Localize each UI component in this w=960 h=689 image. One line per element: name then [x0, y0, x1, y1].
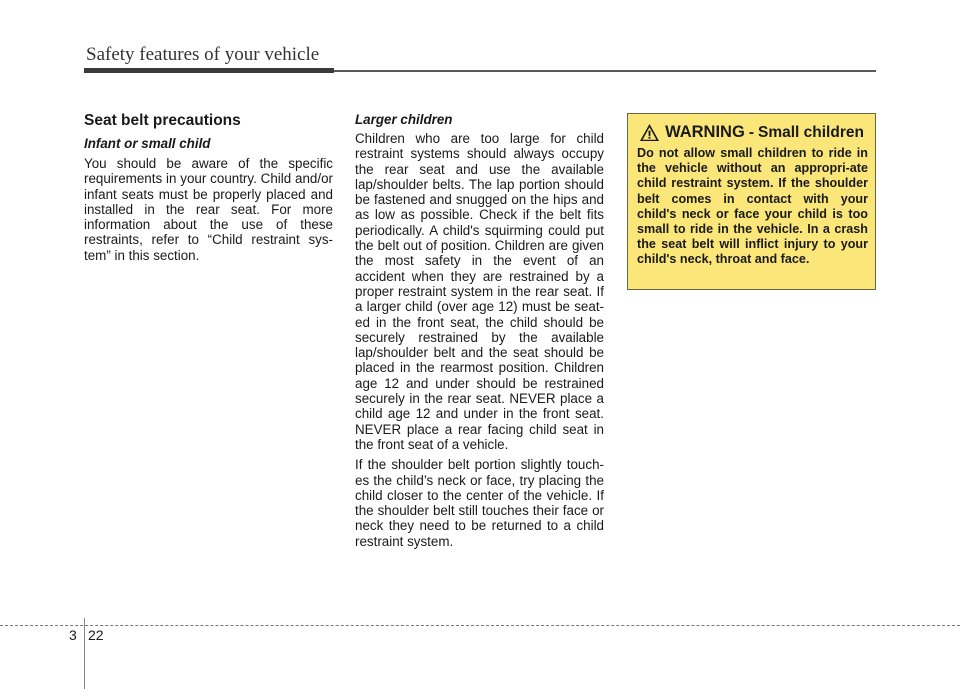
paragraph-larger-children-2: If the shoulder belt portion slightly touch-es the child’s neck or face, try placing the child closer to the center of the vehicle. If the shoulder belt still touches their face or neck they need to be returned to a child restraint system.	[355, 457, 604, 549]
chapter-number: 3	[69, 627, 77, 643]
subsection-title-infant: Infant or small child	[84, 136, 211, 151]
warning-text: Do not allow small children to ride in the vehicle without an appropri-ate child restraint system. If the shoulder belt comes in contact with your child's neck or face your child is too small to ride in the vehicle. In a crash the seat belt will inflict injury to your child's neck, throat and face.	[637, 146, 868, 267]
warning-separator: -	[748, 123, 754, 141]
footer-divider	[84, 618, 85, 689]
header-title: Safety features of your vehicle	[86, 44, 320, 65]
middle-column	[355, 112, 604, 554]
header-rule-thick	[84, 68, 334, 73]
warning-label: WARNING	[665, 123, 745, 141]
warning-heading	[628, 123, 875, 142]
warning-topic: Small children	[757, 123, 864, 141]
paragraph-larger-children-1: Children who are too large for child restraint systems should always occupy the rear seat and use the available lap/shoulder belts. The lap portion should be fastened and snugged on the hips and as low as possible. Check if the belt fits periodically. A child's squirming could put the belt out of position. Children are given the most safety in the event of an accident when they are restrained by a proper restraint system in the rear seat. If a larger child (over age 12) must be seat-ed in the front seat, the child should be securely restrained by the available lap/shoulder belt and the seat should be placed in the rearmost position. Children age 12 and under should be restrained securely in the rear seat. NEVER place a child age 12 and under in the front seat. NEVER place a rear facing child seat in the front seat of a vehicle.	[355, 131, 604, 452]
left-column	[84, 112, 333, 268]
paragraph-infant: You should be aware of the specific requirements in your country. Child and/or infant seats must be properly placed and installed in the rear seat. For more information about the use of these restraints, refer to “Child restraint sys-tem” in this section.	[84, 156, 333, 263]
warning-triangle-icon	[639, 123, 660, 142]
section-title: Seat belt precautions	[84, 112, 241, 129]
footer-rule	[0, 625, 960, 626]
header-rule-thin	[334, 70, 876, 72]
page-number: 22	[88, 627, 104, 643]
subsection-title-larger-children: Larger children	[355, 112, 453, 127]
warning-box	[627, 113, 876, 290]
